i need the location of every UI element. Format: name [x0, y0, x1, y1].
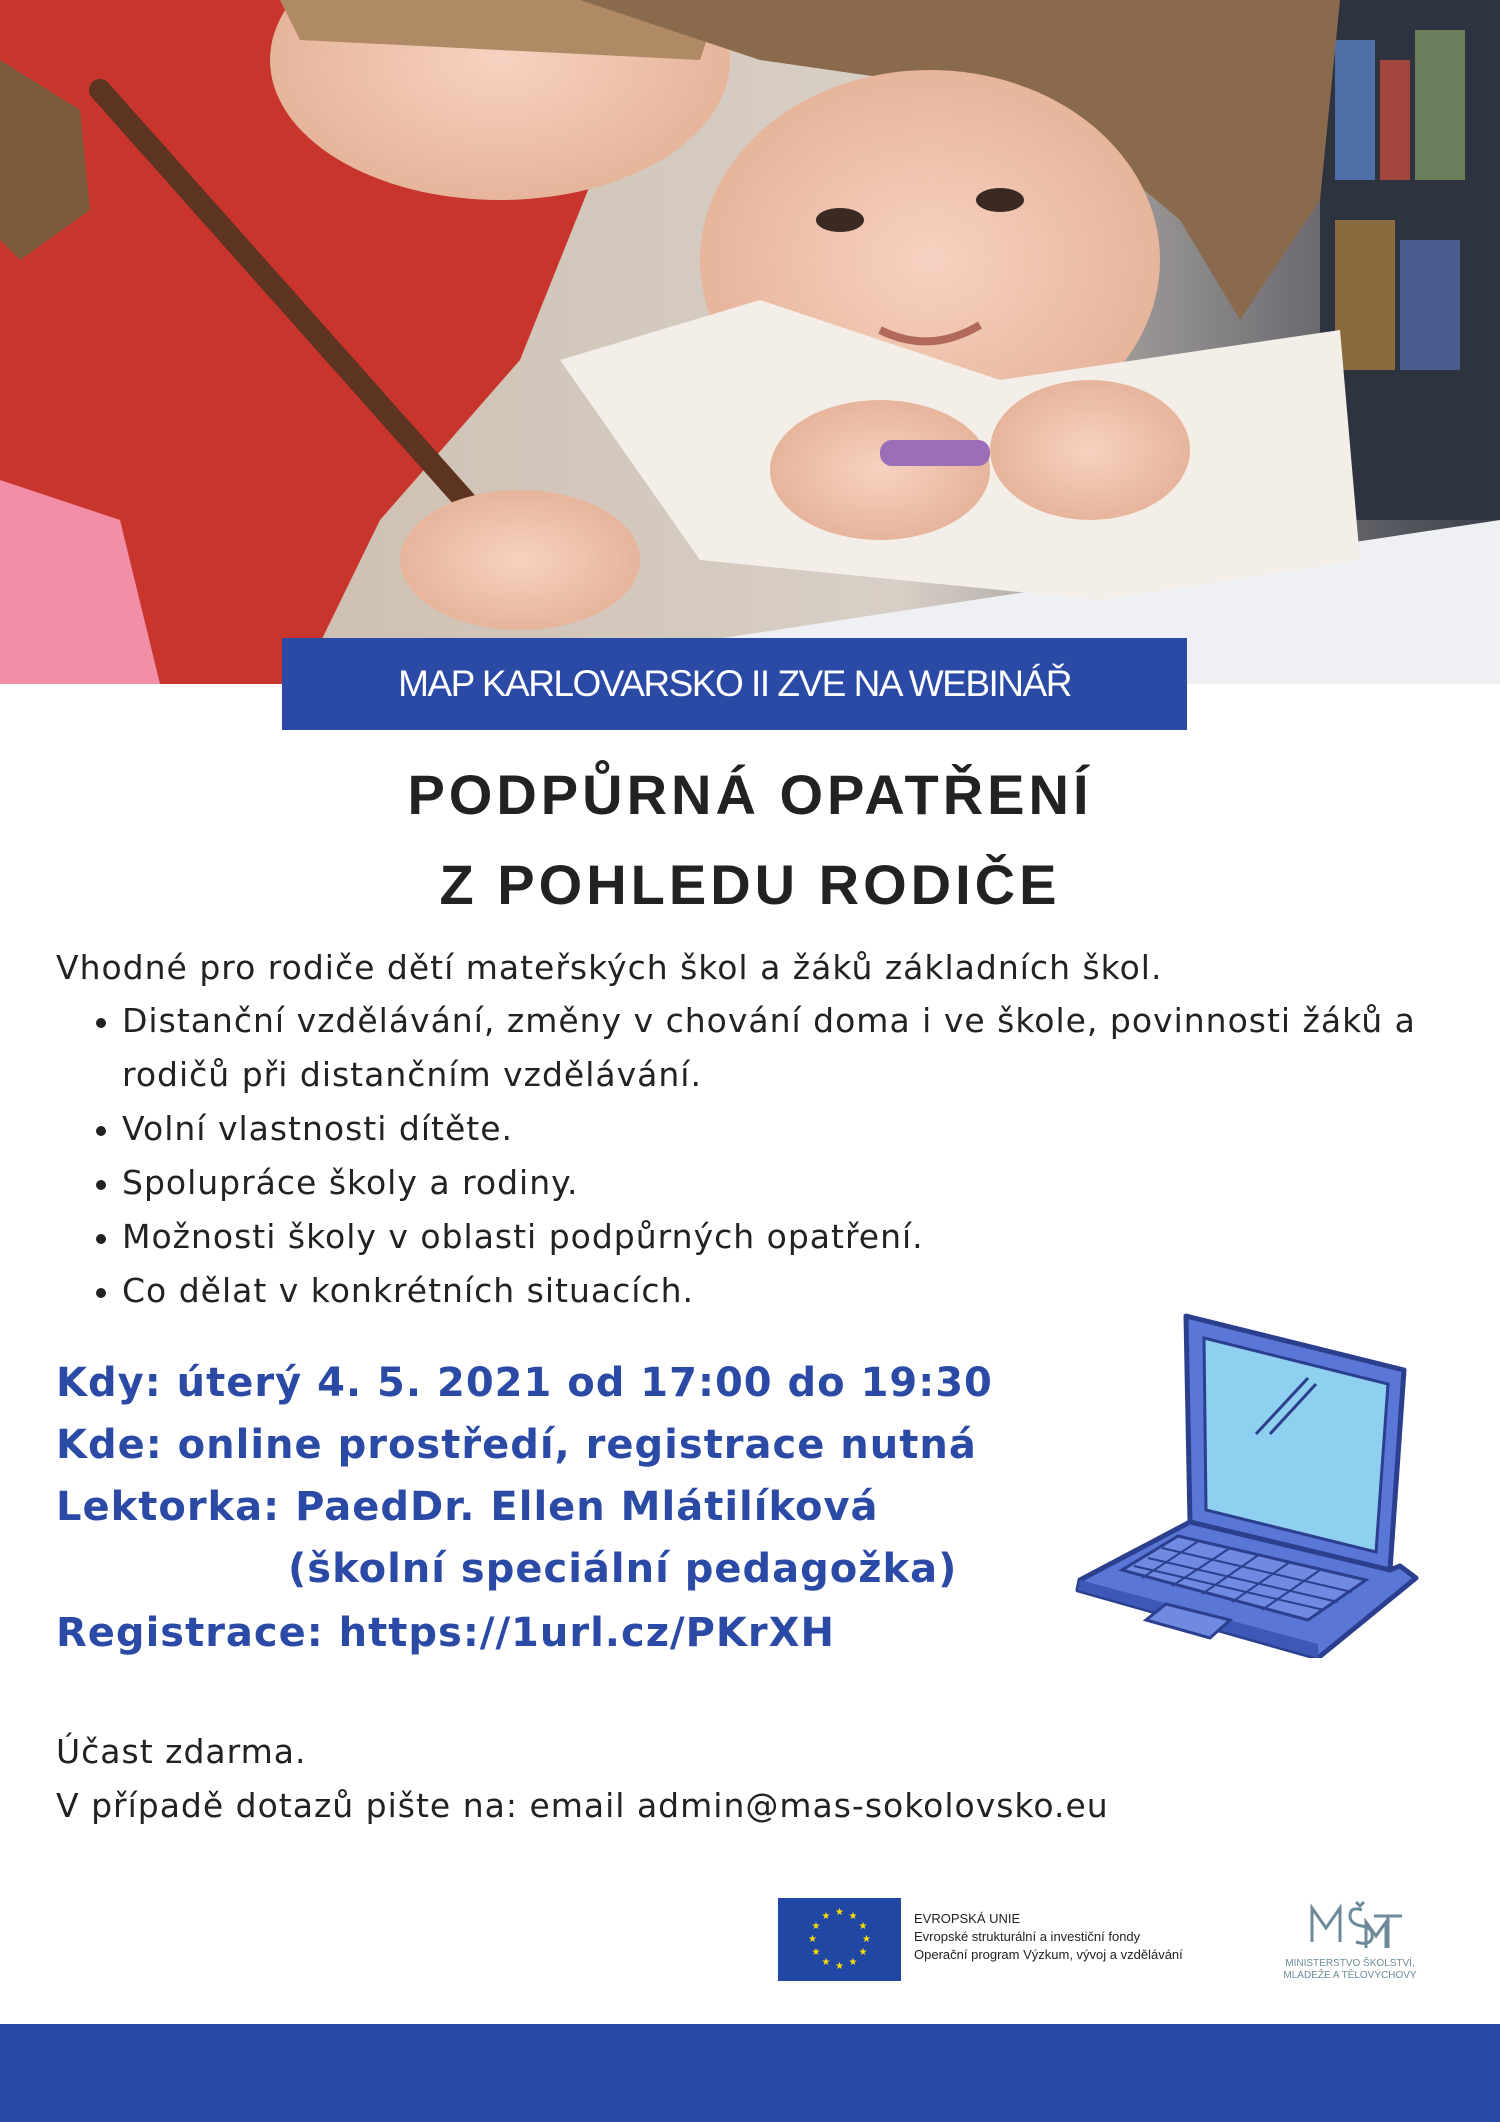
- intro-text: Vhodné pro rodiče dětí mateřských škol a žáků základních škol.: [56, 948, 1163, 987]
- topic-list: [70, 994, 1450, 1318]
- event-lecturer-role: (školní speciální pedagožka): [288, 1546, 958, 1592]
- msmt-caption: [1262, 1958, 1438, 1982]
- eu-flag-icon: [778, 1898, 901, 1981]
- svg-text:★: ★: [821, 1957, 831, 1968]
- list-item: Spolupráce školy a rodiny.: [70, 1156, 1450, 1210]
- svg-text:★: ★: [811, 1947, 821, 1958]
- children-drawing-illustration: [0, 0, 1500, 684]
- laptop-icon: [1070, 1308, 1420, 1662]
- eu-program-label: Operační program Výzkum, vývoj a vzdělávání: [914, 1947, 1183, 1962]
- event-lecturer: Lektorka: PaedDr. Ellen Mlátilíková: [56, 1484, 879, 1530]
- svg-text:★: ★: [835, 1907, 844, 1918]
- registration-link[interactable]: Registrace: https://1url.cz/PKrXH: [56, 1610, 835, 1656]
- list-item: Co dělat v konkrétních situacích.: [70, 1264, 1450, 1318]
- list-item: Distanční vzdělávání, změny v chování doma i ve škole, povinnosti žáků a rodičů při distančním vzdělávání.: [70, 994, 1450, 1102]
- svg-text:★: ★: [808, 1934, 817, 1945]
- svg-text:★: ★: [835, 1961, 844, 1972]
- svg-text:★: ★: [858, 1921, 868, 1932]
- svg-text:★: ★: [862, 1934, 871, 1945]
- msmt-caption-line1: MINISTERSTVO ŠKOLSTVÍ,: [1285, 1958, 1415, 1969]
- svg-text:★: ★: [848, 1957, 858, 1968]
- participation-note: Účast zdarma.: [56, 1732, 307, 1771]
- msmt-caption-line2: MLÁDEŽE A TĚLOVÝCHOVY: [1283, 1970, 1417, 1981]
- event-location: Kde: online prostředí, registrace nutná: [56, 1422, 977, 1468]
- eu-funds-label: Evropské strukturální a investiční fondy: [914, 1929, 1141, 1944]
- footer-bar: [0, 2024, 1500, 2122]
- invitation-banner: MAP KARLOVARSKO II ZVE NA WEBINÁŘ: [282, 638, 1187, 730]
- page-title-line1: PODPŮRNÁ OPATŘENÍ: [407, 763, 1093, 826]
- eu-label: EVROPSKÁ UNIE: [914, 1911, 1021, 1926]
- svg-text:★: ★: [858, 1947, 868, 1958]
- hero-photo: [0, 0, 1500, 684]
- page-title-line2: Z POHLEDU RODIČE: [439, 853, 1061, 916]
- eu-funding-text: [914, 1910, 1183, 1964]
- svg-text:★: ★: [848, 1911, 858, 1922]
- event-date: Kdy: úterý 4. 5. 2021 od 17:00 do 19:30: [56, 1360, 993, 1406]
- list-item: Volní vlastnosti dítěte.: [70, 1102, 1450, 1156]
- contact-note: V případě dotazů pište na: email admin@mas-sokolovsko.eu: [56, 1786, 1109, 1825]
- svg-text:★: ★: [821, 1911, 831, 1922]
- svg-text:★: ★: [811, 1921, 821, 1932]
- list-item: Možnosti školy v oblasti podpůrných opatření.: [70, 1210, 1450, 1264]
